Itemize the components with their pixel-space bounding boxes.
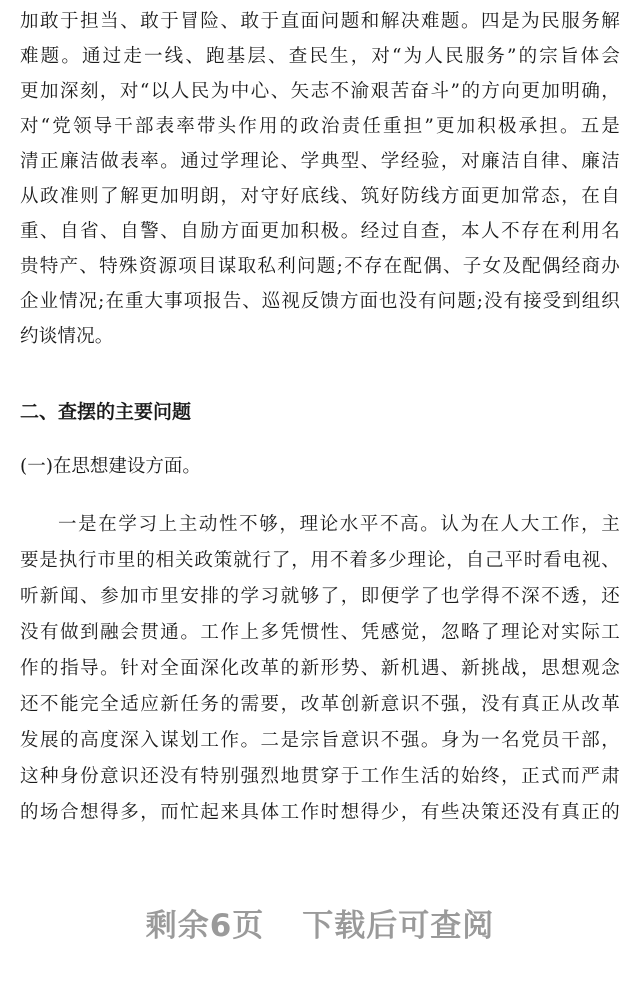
- remaining-pages-label: 剩余6页: [145, 908, 265, 944]
- download-hint-label: 下载后可查阅: [302, 908, 495, 944]
- text-line: 企业情况;在重大事项报告、巡视反馈方面也没有问题;没有接受到组织: [20, 291, 620, 312]
- text-line: 作的指导。针对全面深化改革的新形势、新机遇、新挑战，思想观念: [20, 658, 620, 679]
- text-line: 重、自省、自警、自励方面更加积极。经过自查，本人不存在利用名: [20, 221, 620, 242]
- text-line: 的场合想得多，而忙起来具体工作时想得少，有些决策还没有真正的: [20, 802, 620, 823]
- text-line: 对“党领导干部表率带头作用的政治责任重担”更加积极承担。五是: [20, 116, 620, 137]
- text-line: 听新闻、参加市里安排的学习就够了，即便学了也学得不深不透，还: [20, 586, 620, 607]
- text-line: 加敢于担当、敢于冒险、敢于直面问题和解决难题。四是为民服务解: [20, 11, 620, 32]
- section-heading: 二、查摆的主要问题: [20, 401, 192, 423]
- text-line: 从政准则了解更加明朗，对守好底线、筑好防线方面更加常态，在自: [20, 186, 620, 207]
- text-line: 清正廉洁做表率。通过学理论、学典型、学经验，对廉洁自律、廉洁: [20, 151, 620, 172]
- text-line: 约谈情况。: [20, 326, 114, 347]
- text-line: 难题。通过走一线、跑基层、查民生，对“为人民服务”的宗旨体会: [20, 46, 620, 67]
- text-line: 要是执行市里的相关政策就行了，用不着多少理论，自己平时看电视、: [20, 550, 620, 571]
- text-line: 更加深刻，对“以人民为中心、矢志不渝艰苦奋斗”的方向更加明确，: [20, 81, 620, 102]
- text-line: 一是在学习上主动性不够，理论水平不高。认为在人大工作，主: [58, 514, 620, 535]
- text-line: 发展的高度深入谋划工作。二是宗旨意识不强。身为一名党员干部，: [20, 730, 620, 751]
- text-line: 还不能完全适应新任务的需要，改革创新意识不强，没有真正从改革: [20, 694, 620, 715]
- sub-heading: (一)在思想建设方面。: [20, 456, 201, 477]
- text-line: 没有做到融会贯通。工作上多凭惯性、凭感觉，忽略了理论对实际工: [20, 622, 620, 643]
- text-line: 贵特产、特殊资源项目谋取私利问题;不存在配偶、子女及配偶经商办: [20, 256, 620, 277]
- download-banner[interactable]: [0, 902, 640, 950]
- text-line: 这种身份意识还没有特别强烈地贯穿于工作生活的始终，正式而严肃: [20, 766, 620, 787]
